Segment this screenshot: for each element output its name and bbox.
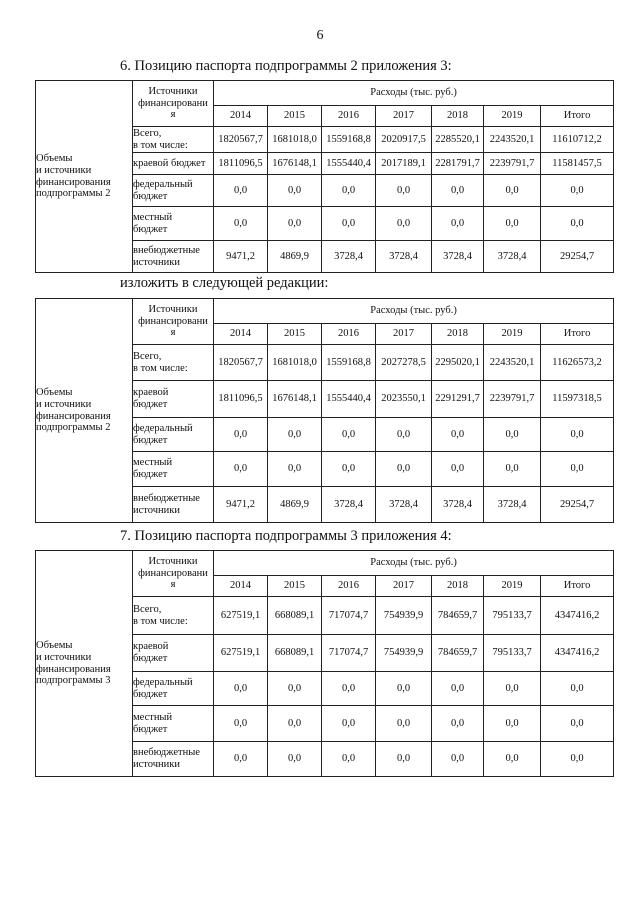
total-header: Итого: [541, 576, 614, 597]
value-cell: 795133,7: [484, 597, 541, 635]
year-header: 2016: [322, 106, 376, 127]
value-cell: 0,0: [322, 175, 376, 207]
value-cell: 0,0: [322, 706, 376, 742]
value-cell: 668089,1: [268, 635, 322, 672]
total-cell: 0,0: [541, 418, 614, 452]
value-cell: 0,0: [214, 672, 268, 706]
expense-header: Расходы (тыс. руб.): [214, 551, 614, 576]
year-header: 2018: [432, 106, 484, 127]
total-header: Итого: [541, 324, 614, 345]
value-cell: 1681018,0: [268, 345, 322, 381]
value-cell: 0,0: [484, 452, 541, 487]
value-cell: 0,0: [484, 175, 541, 207]
value-cell: 0,0: [432, 418, 484, 452]
value-cell: 784659,7: [432, 597, 484, 635]
value-cell: 754939,9: [376, 635, 432, 672]
value-cell: 0,0: [432, 175, 484, 207]
value-cell: 0,0: [322, 672, 376, 706]
total-cell: 0,0: [541, 207, 614, 241]
total-cell: 29254,7: [541, 241, 614, 273]
value-cell: 0,0: [322, 207, 376, 241]
value-cell: 2017189,1: [376, 153, 432, 175]
value-cell: 0,0: [214, 207, 268, 241]
value-cell: 3728,4: [376, 487, 432, 523]
value-cell: 0,0: [268, 452, 322, 487]
value-cell: 0,0: [432, 742, 484, 777]
expense-header: Расходы (тыс. руб.): [214, 81, 614, 106]
value-cell: 4869,9: [268, 487, 322, 523]
year-header: 2017: [376, 576, 432, 597]
year-header: 2018: [432, 576, 484, 597]
value-cell: 2239791,7: [484, 381, 541, 418]
table-label: Объемы и источники финансирования подпрограммы 3: [36, 551, 133, 777]
value-cell: 0,0: [214, 175, 268, 207]
value-cell: 9471,2: [214, 241, 268, 273]
value-cell: 0,0: [322, 452, 376, 487]
source-cell: внебюджетные источники: [133, 487, 214, 523]
value-cell: 0,0: [214, 742, 268, 777]
value-cell: 0,0: [376, 207, 432, 241]
funding-table-2: [35, 298, 614, 523]
value-cell: 668089,1: [268, 597, 322, 635]
year-header: 2018: [432, 324, 484, 345]
value-cell: 0,0: [322, 742, 376, 777]
funding-table-3: [35, 550, 614, 777]
total-cell: 0,0: [541, 706, 614, 742]
value-cell: 0,0: [376, 742, 432, 777]
value-cell: 1811096,5: [214, 381, 268, 418]
value-cell: 0,0: [376, 175, 432, 207]
total-cell: 4347416,2: [541, 635, 614, 672]
value-cell: 627519,1: [214, 597, 268, 635]
year-header: 2014: [214, 106, 268, 127]
year-header: 2015: [268, 106, 322, 127]
value-cell: 1555440,4: [322, 153, 376, 175]
value-cell: 627519,1: [214, 635, 268, 672]
table-label: Объемы и источники финансирования подпрограммы 2: [36, 81, 133, 273]
value-cell: 2291291,7: [432, 381, 484, 418]
value-cell: 0,0: [268, 207, 322, 241]
value-cell: 0,0: [432, 706, 484, 742]
value-cell: 0,0: [484, 418, 541, 452]
value-cell: 0,0: [432, 672, 484, 706]
total-header: Итого: [541, 106, 614, 127]
value-cell: 0,0: [268, 175, 322, 207]
year-header: 2014: [214, 576, 268, 597]
source-cell: федеральный бюджет: [133, 672, 214, 706]
source-cell: внебюджетные источники: [133, 241, 214, 273]
value-cell: 3728,4: [322, 487, 376, 523]
year-header: 2016: [322, 324, 376, 345]
total-cell: 11610712,2: [541, 127, 614, 153]
total-cell: 11581457,5: [541, 153, 614, 175]
expense-header: Расходы (тыс. руб.): [214, 299, 614, 324]
source-header: Источники финансировани я: [133, 551, 214, 597]
value-cell: 3728,4: [432, 487, 484, 523]
value-cell: 3728,4: [484, 241, 541, 273]
value-cell: 0,0: [268, 742, 322, 777]
value-cell: 4869,9: [268, 241, 322, 273]
total-cell: 11597318,5: [541, 381, 614, 418]
value-cell: 2285520,1: [432, 127, 484, 153]
value-cell: 0,0: [484, 207, 541, 241]
source-cell: федеральный бюджет: [133, 175, 214, 207]
total-cell: 0,0: [541, 452, 614, 487]
value-cell: 2281791,7: [432, 153, 484, 175]
value-cell: 3728,4: [484, 487, 541, 523]
source-cell: краевой бюджет: [133, 153, 214, 175]
total-cell: 29254,7: [541, 487, 614, 523]
section-heading-2: изложить в следующей редакции:: [120, 275, 329, 291]
source-cell: Всего, в том числе:: [133, 345, 214, 381]
year-header: 2019: [484, 106, 541, 127]
value-cell: 717074,7: [322, 635, 376, 672]
total-cell: 0,0: [541, 175, 614, 207]
value-cell: 1676148,1: [268, 153, 322, 175]
value-cell: 3728,4: [432, 241, 484, 273]
value-cell: 784659,7: [432, 635, 484, 672]
value-cell: 0,0: [268, 672, 322, 706]
source-cell: местный бюджет: [133, 706, 214, 742]
value-cell: 0,0: [484, 706, 541, 742]
total-cell: 0,0: [541, 742, 614, 777]
source-cell: местный бюджет: [133, 452, 214, 487]
section-heading-3: 7. Позицию паспорта подпрограммы 3 приложения 4:: [120, 528, 452, 544]
value-cell: 0,0: [484, 742, 541, 777]
year-header: 2019: [484, 324, 541, 345]
value-cell: 1820567,7: [214, 345, 268, 381]
value-cell: 0,0: [432, 207, 484, 241]
source-cell: Всего, в том числе:: [133, 597, 214, 635]
value-cell: 2239791,7: [484, 153, 541, 175]
value-cell: 795133,7: [484, 635, 541, 672]
page-number: 6: [316, 28, 324, 43]
value-cell: 0,0: [322, 418, 376, 452]
value-cell: 1559168,8: [322, 345, 376, 381]
source-cell: краевой бюджет: [133, 635, 214, 672]
total-cell: 11626573,2: [541, 345, 614, 381]
value-cell: 0,0: [268, 418, 322, 452]
value-cell: 2295020,1: [432, 345, 484, 381]
year-header: 2015: [268, 324, 322, 345]
value-cell: 3728,4: [322, 241, 376, 273]
year-header: 2017: [376, 106, 432, 127]
value-cell: 0,0: [484, 672, 541, 706]
source-cell: федеральный бюджет: [133, 418, 214, 452]
source-cell: Всего, в том числе:: [133, 127, 214, 153]
value-cell: 717074,7: [322, 597, 376, 635]
value-cell: 1559168,8: [322, 127, 376, 153]
total-cell: 0,0: [541, 672, 614, 706]
value-cell: 9471,2: [214, 487, 268, 523]
source-cell: местный бюджет: [133, 207, 214, 241]
table-label: Объемы и источники финансирования подпрограммы 2: [36, 299, 133, 523]
value-cell: 0,0: [376, 418, 432, 452]
value-cell: 0,0: [214, 452, 268, 487]
value-cell: 1676148,1: [268, 381, 322, 418]
source-cell: краевой бюджет: [133, 381, 214, 418]
value-cell: 1681018,0: [268, 127, 322, 153]
value-cell: 0,0: [376, 452, 432, 487]
section-heading-1: 6. Позицию паспорта подпрограммы 2 приложения 3:: [120, 58, 452, 74]
value-cell: 754939,9: [376, 597, 432, 635]
source-header: Источники финансировани я: [133, 81, 214, 127]
value-cell: 0,0: [432, 452, 484, 487]
year-header: 2016: [322, 576, 376, 597]
total-cell: 4347416,2: [541, 597, 614, 635]
year-header: 2017: [376, 324, 432, 345]
source-cell: внебюджетные источники: [133, 742, 214, 777]
value-cell: 2027278,5: [376, 345, 432, 381]
value-cell: 1555440,4: [322, 381, 376, 418]
year-header: 2014: [214, 324, 268, 345]
value-cell: 1820567,7: [214, 127, 268, 153]
value-cell: 1811096,5: [214, 153, 268, 175]
source-header: Источники финансировани я: [133, 299, 214, 345]
value-cell: 0,0: [376, 672, 432, 706]
value-cell: 0,0: [214, 418, 268, 452]
value-cell: 2243520,1: [484, 345, 541, 381]
value-cell: 0,0: [376, 706, 432, 742]
year-header: 2019: [484, 576, 541, 597]
funding-table-1: [35, 80, 614, 273]
year-header: 2015: [268, 576, 322, 597]
value-cell: 0,0: [268, 706, 322, 742]
value-cell: 3728,4: [376, 241, 432, 273]
value-cell: 2023550,1: [376, 381, 432, 418]
value-cell: 2243520,1: [484, 127, 541, 153]
value-cell: 0,0: [214, 706, 268, 742]
value-cell: 2020917,5: [376, 127, 432, 153]
